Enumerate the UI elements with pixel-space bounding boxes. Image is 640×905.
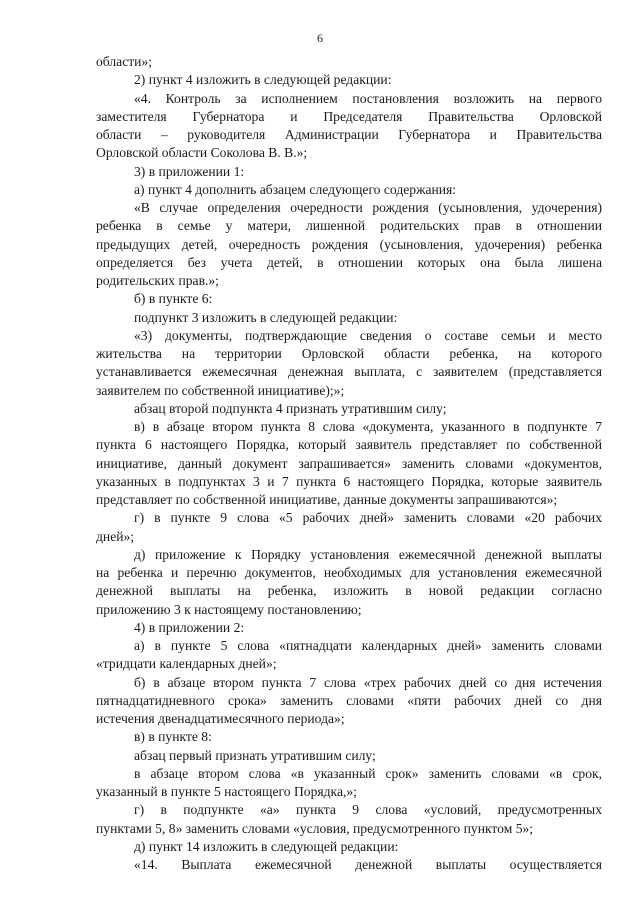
text-line: 2) пункт 4 изложить в следующей редакции: (134, 72, 392, 88)
text-line: «тридцати календарных дней»; (96, 656, 277, 672)
text-line: а) в пункте 5 слова «пятнадцати календарных дней» заменить словами (134, 638, 602, 653)
text-line: 3) в приложении 1: (134, 163, 245, 179)
text-line: родительских прав.»; (96, 273, 219, 288)
text-line: в абзаце втором слова «в указанный срок» заменить словами «в срок, (134, 765, 602, 781)
text-line: устанавливается ежемесячная денежная выплата, с заявителем (представляется (96, 364, 602, 380)
text-line: абзац второй подпункта 4 признать утратившим силу; (134, 400, 447, 416)
text-line: «14. Выплата ежемесячной денежной выплаты осуществляется (134, 857, 602, 872)
text-line: указанный в пункте 5 настоящего Порядка,»; (96, 784, 357, 799)
text-line: подпункт 3 изложить в следующей редакции: (134, 309, 398, 325)
text-line: жительства на территории Орловской области ребенка, на которого (96, 346, 602, 361)
text-line: б) в абзаце втором пункта 7 слова «трех рабочих дней со дня истечения (134, 674, 602, 690)
text-line: пункта 6 настоящего Порядка, который заявитель представляет по собственной (96, 437, 602, 453)
text-line: заявителем по собственной инициативе);»; (96, 382, 345, 398)
text-line: инициативе, данный документ запрашивается» заменить словами «документов, (96, 455, 602, 471)
text-line: д) пункт 14 изложить в следующей редакции: (134, 838, 399, 854)
text-line: г) в пункте 9 слова «5 рабочих дней» заменить словами «20 рабочих (134, 510, 602, 526)
text-line: пятнадцатидневного срока» заменить словами «пяти рабочих дней со дня (96, 692, 602, 708)
text-line: определяется без учета детей, в отношении которых она была лишена (96, 254, 602, 270)
text-line: заместителя Губернатора и Председателя Правительства Орловской (96, 108, 602, 124)
text-line: в) в абзаце втором пункта 8 слова «документа, указанного в подпункте 7 (134, 419, 602, 434)
text-line: истечения двенадцатимесячного периода»; (96, 711, 345, 726)
text-line: 4) в приложении 2: (134, 619, 245, 635)
text-line: ребенка в семье у матери, лишенной родительских прав в отношении (96, 218, 602, 234)
text-line: а) пункт 4 дополнить абзацем следующего содержания: (134, 181, 457, 197)
text-line: области – руководителя Администрации Губернатора и Правительства (96, 127, 602, 142)
text-line: в) в пункте 8: (134, 729, 212, 745)
text-line: «В случае определения очередности рождения (усыновления, удочерения) (134, 200, 602, 215)
text-line: д) приложение к Порядку установления ежемесячной денежной выплаты (134, 546, 602, 562)
text-line: «4. Контроль за исполнением постановления возложить на первого (134, 90, 602, 106)
text-line: на ребенка и перечню документов, необходимых для установления ежемесячной (96, 565, 602, 580)
text-line: «3) документы, подтверждающие сведения о составе семьи и место (134, 327, 602, 343)
document-body (96, 53, 602, 874)
text-line: указанных в подпунктах 3 и 7 пункта 6 настоящего Порядка, которые заявитель (96, 473, 602, 489)
page-number: 6 (317, 31, 323, 45)
text-line: денежной выплаты на ребенка, изложить в новой редакции согласно (96, 583, 602, 599)
text-line: г) в подпункте «а» пункта 9 слова «условий, предусмотренных (134, 802, 602, 818)
text-line: приложению 3 к настоящему постановлению; (96, 601, 362, 617)
text-line: предыдущих детей, очередность рождения (усыновления, удочерения) ребенка (96, 236, 602, 252)
text-line: б) в пункте 6: (134, 291, 213, 307)
text-line: области»; (96, 54, 153, 69)
text-line: абзац первый признать утратившим силу; (134, 747, 376, 763)
text-line: дней»; (96, 528, 135, 544)
text-line: пунктами 5, 8» заменить словами «условия, предусмотренного пунктом 5»; (96, 820, 534, 836)
text-line: Орловской области Соколова В. В.»; (96, 145, 308, 161)
text-line: представляет по собственной инициативе, данные документы запрашиваются»; (96, 492, 558, 507)
